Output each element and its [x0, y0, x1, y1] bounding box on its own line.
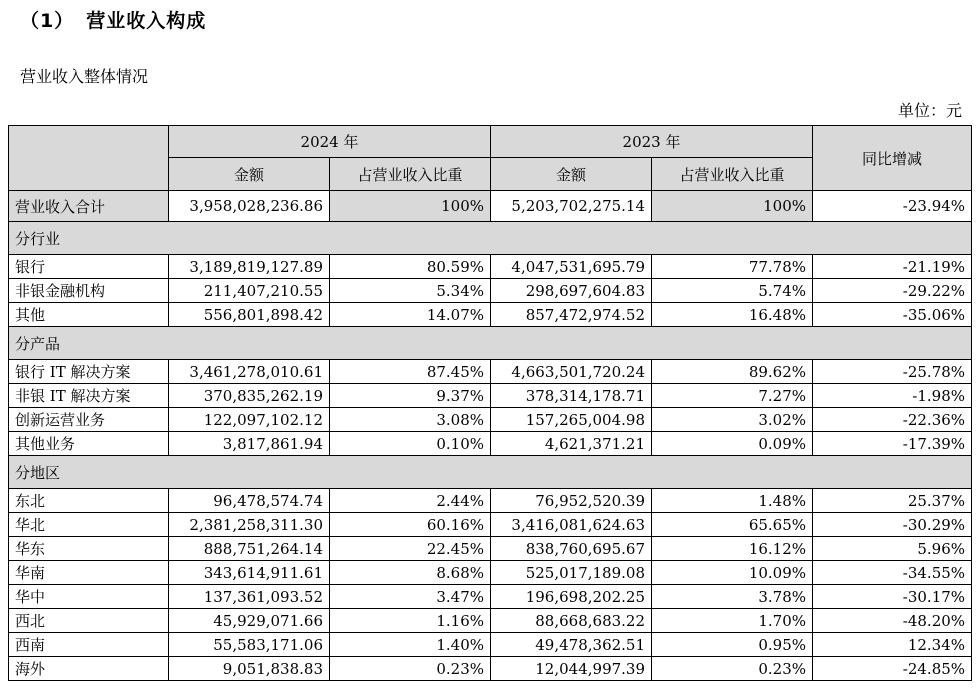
yoy-change: -22.36% [813, 408, 972, 432]
header-share-2023: 占营业收入比重 [652, 158, 813, 191]
row-name: 银行 [9, 255, 169, 279]
table-row [9, 513, 972, 537]
share-2023: 1.70% [652, 609, 813, 633]
yoy-change: 12.34% [813, 633, 972, 657]
share-2023: 3.78% [652, 585, 813, 609]
row-name: 华东 [9, 537, 169, 561]
section-row [9, 327, 972, 360]
yoy-change: -21.19% [813, 255, 972, 279]
yoy-change: -25.78% [813, 360, 972, 384]
table-row [9, 432, 972, 456]
share-2023: 0.95% [652, 633, 813, 657]
row-name: 银行 IT 解决方案 [9, 360, 169, 384]
share-2023: 0.09% [652, 432, 813, 456]
share-2024: 8.68% [330, 561, 491, 585]
share-2024: 1.40% [330, 633, 491, 657]
yoy-change: -30.17% [813, 585, 972, 609]
share-2023: 0.23% [652, 657, 813, 681]
total-row [9, 191, 972, 222]
share-2023: 3.02% [652, 408, 813, 432]
amount-2023: 12,044,997.39 [491, 657, 652, 681]
section-number: （1） [20, 10, 75, 32]
table-row [9, 609, 972, 633]
section-title: 分行业 [9, 222, 972, 255]
share-2024: 2.44% [330, 489, 491, 513]
row-name: 东北 [9, 489, 169, 513]
amount-2024: 3,817,861.94 [169, 432, 330, 456]
header-year-2023: 2023 年 [491, 126, 813, 158]
row-name: 非银 IT 解决方案 [9, 384, 169, 408]
share-2024: 9.37% [330, 384, 491, 408]
row-name: 华北 [9, 513, 169, 537]
amount-2024: 370,835,262.19 [169, 384, 330, 408]
yoy-change: -24.85% [813, 657, 972, 681]
header-corner [9, 126, 169, 191]
amount-2024: 343,614,911.61 [169, 561, 330, 585]
header-row-years [9, 126, 972, 158]
amount-2024: 3,189,819,127.89 [169, 255, 330, 279]
amount-2023: 4,047,531,695.79 [491, 255, 652, 279]
share-2024: 3.08% [330, 408, 491, 432]
share-2023: 10.09% [652, 561, 813, 585]
table-body [9, 191, 972, 681]
row-name: 华中 [9, 585, 169, 609]
row-name: 创新运营业务 [9, 408, 169, 432]
share-2024: 3.47% [330, 585, 491, 609]
amount-2024: 96,478,574.74 [169, 489, 330, 513]
amount-2023: 4,621,371.21 [491, 432, 652, 456]
header-year-2024: 2024 年 [169, 126, 491, 158]
share-2024: 1.16% [330, 609, 491, 633]
yoy-change: -34.55% [813, 561, 972, 585]
share-2023: 5.74% [652, 279, 813, 303]
revenue-table [8, 125, 972, 681]
share-2023: 89.62% [652, 360, 813, 384]
amount-2024: 122,097,102.12 [169, 408, 330, 432]
table-row [9, 408, 972, 432]
amount-2024: 3,958,028,236.86 [169, 191, 330, 222]
amount-2024: 556,801,898.42 [169, 303, 330, 327]
table-row [9, 279, 972, 303]
amount-2023: 838,760,695.67 [491, 537, 652, 561]
table-row [9, 585, 972, 609]
amount-2023: 88,668,683.22 [491, 609, 652, 633]
share-2023: 65.65% [652, 513, 813, 537]
table-row [9, 537, 972, 561]
header-share-2024: 占营业收入比重 [330, 158, 491, 191]
share-2024: 80.59% [330, 255, 491, 279]
row-name: 西南 [9, 633, 169, 657]
section-title: 营业收入构成 [86, 10, 207, 32]
amount-2024: 9,051,838.83 [169, 657, 330, 681]
table-row [9, 255, 972, 279]
row-name: 其他 [9, 303, 169, 327]
share-2023: 16.12% [652, 537, 813, 561]
yoy-change: 5.96% [813, 537, 972, 561]
yoy-change: -23.94% [813, 191, 972, 222]
row-name: 营业收入合计 [9, 191, 169, 222]
row-name: 非银金融机构 [9, 279, 169, 303]
amount-2023: 49,478,362.51 [491, 633, 652, 657]
amount-2023: 3,416,081,624.63 [491, 513, 652, 537]
header-yoy: 同比增减 [813, 126, 972, 191]
section-title: 分产品 [9, 327, 972, 360]
amount-2023: 157,265,004.98 [491, 408, 652, 432]
section-heading [20, 6, 206, 33]
amount-2023: 196,698,202.25 [491, 585, 652, 609]
header-amount-2023: 金额 [491, 158, 652, 191]
share-2024: 87.45% [330, 360, 491, 384]
amount-2023: 4,663,501,720.24 [491, 360, 652, 384]
share-2024: 100% [330, 191, 491, 222]
amount-2023: 378,314,178.71 [491, 384, 652, 408]
yoy-change: -30.29% [813, 513, 972, 537]
table-row [9, 561, 972, 585]
header-amount-2024: 金额 [169, 158, 330, 191]
share-2024: 22.45% [330, 537, 491, 561]
section-row [9, 222, 972, 255]
amount-2024: 888,751,264.14 [169, 537, 330, 561]
row-name: 华南 [9, 561, 169, 585]
row-name: 海外 [9, 657, 169, 681]
yoy-change: -17.39% [813, 432, 972, 456]
row-name: 其他业务 [9, 432, 169, 456]
amount-2024: 45,929,071.66 [169, 609, 330, 633]
row-name: 西北 [9, 609, 169, 633]
amount-2023: 525,017,189.08 [491, 561, 652, 585]
share-2023: 7.27% [652, 384, 813, 408]
share-2023: 100% [652, 191, 813, 222]
share-2024: 14.07% [330, 303, 491, 327]
share-2023: 16.48% [652, 303, 813, 327]
amount-2024: 55,583,171.06 [169, 633, 330, 657]
section-title: 分地区 [9, 456, 972, 489]
unit-label: 单位：元 [897, 101, 962, 120]
yoy-change: -29.22% [813, 279, 972, 303]
amount-2023: 76,952,520.39 [491, 489, 652, 513]
amount-2024: 2,381,258,311.30 [169, 513, 330, 537]
yoy-change: 25.37% [813, 489, 972, 513]
share-2023: 77.78% [652, 255, 813, 279]
share-2024: 5.34% [330, 279, 491, 303]
yoy-change: -35.06% [813, 303, 972, 327]
amount-2023: 298,697,604.83 [491, 279, 652, 303]
yoy-change: -1.98% [813, 384, 972, 408]
share-2024: 0.23% [330, 657, 491, 681]
amount-2024: 3,461,278,010.61 [169, 360, 330, 384]
amount-2024: 137,361,093.52 [169, 585, 330, 609]
table-row [9, 360, 972, 384]
yoy-change: -48.20% [813, 609, 972, 633]
share-2023: 1.48% [652, 489, 813, 513]
section-row [9, 456, 972, 489]
table-row [9, 633, 972, 657]
share-2024: 60.16% [330, 513, 491, 537]
table-row [9, 384, 972, 408]
table-row [9, 303, 972, 327]
amount-2023: 857,472,974.52 [491, 303, 652, 327]
table-row [9, 657, 972, 681]
share-2024: 0.10% [330, 432, 491, 456]
table-row [9, 489, 972, 513]
table-subtitle: 营业收入整体情况 [20, 67, 149, 86]
amount-2024: 211,407,210.55 [169, 279, 330, 303]
amount-2023: 5,203,702,275.14 [491, 191, 652, 222]
